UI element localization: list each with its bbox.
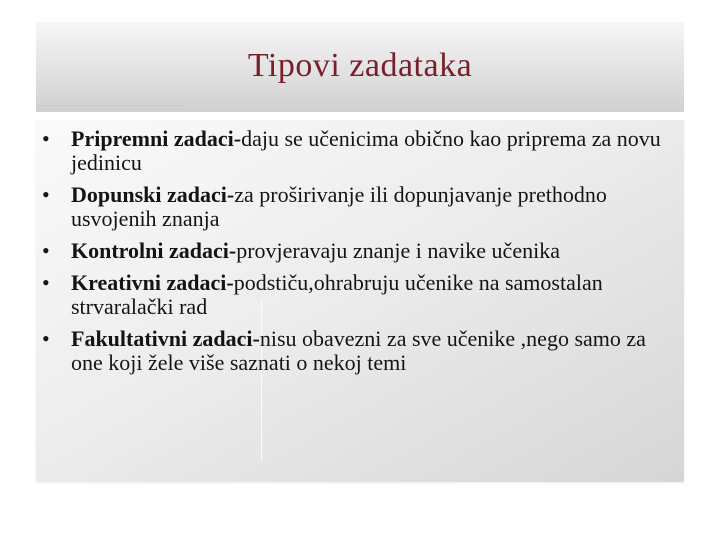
bullet-item-kreativni <box>40 271 680 319</box>
bullet-term: Dopunski zadaci- <box>71 182 235 207</box>
bullet-dot: • <box>42 326 50 351</box>
bullet-text: nisu obavezni za sve učenike ,nego samo za one koji žele više saznati o nekoj temi <box>71 326 646 375</box>
bullet-text: provjeravaju znanje i navike učenika <box>236 238 560 263</box>
slide-title: Tipovi zadataka <box>247 47 473 84</box>
bullet-text: podstiču,ohrabruju učenike na samostalan strvaralački rad <box>71 270 603 319</box>
bullet-item-dopunski <box>40 183 680 231</box>
bullet-item-pripremni <box>40 127 680 175</box>
bullet-dot: • <box>42 126 50 151</box>
bullet-list <box>40 127 680 383</box>
bullet-text: za proširivanje ili dopunjavanje prethodno usvojenih znanja <box>71 182 607 231</box>
bullet-dot: • <box>42 238 50 263</box>
bullet-term: Kreativni zadaci- <box>71 270 234 295</box>
bullet-term: Kontrolni zadaci- <box>71 238 237 263</box>
bullet-text: daju se učenicima obično kao priprema za novu jedinicu <box>71 126 661 175</box>
bullet-dot: • <box>42 182 50 207</box>
bullet-item-fakultativni <box>40 327 680 375</box>
bullet-term: Pripremni zadaci- <box>71 126 242 151</box>
bullet-dot: • <box>42 270 50 295</box>
bullet-term: Fakultativni zadaci- <box>71 326 260 351</box>
title-underline <box>36 105 184 106</box>
bullet-item-kontrolni <box>40 239 680 263</box>
